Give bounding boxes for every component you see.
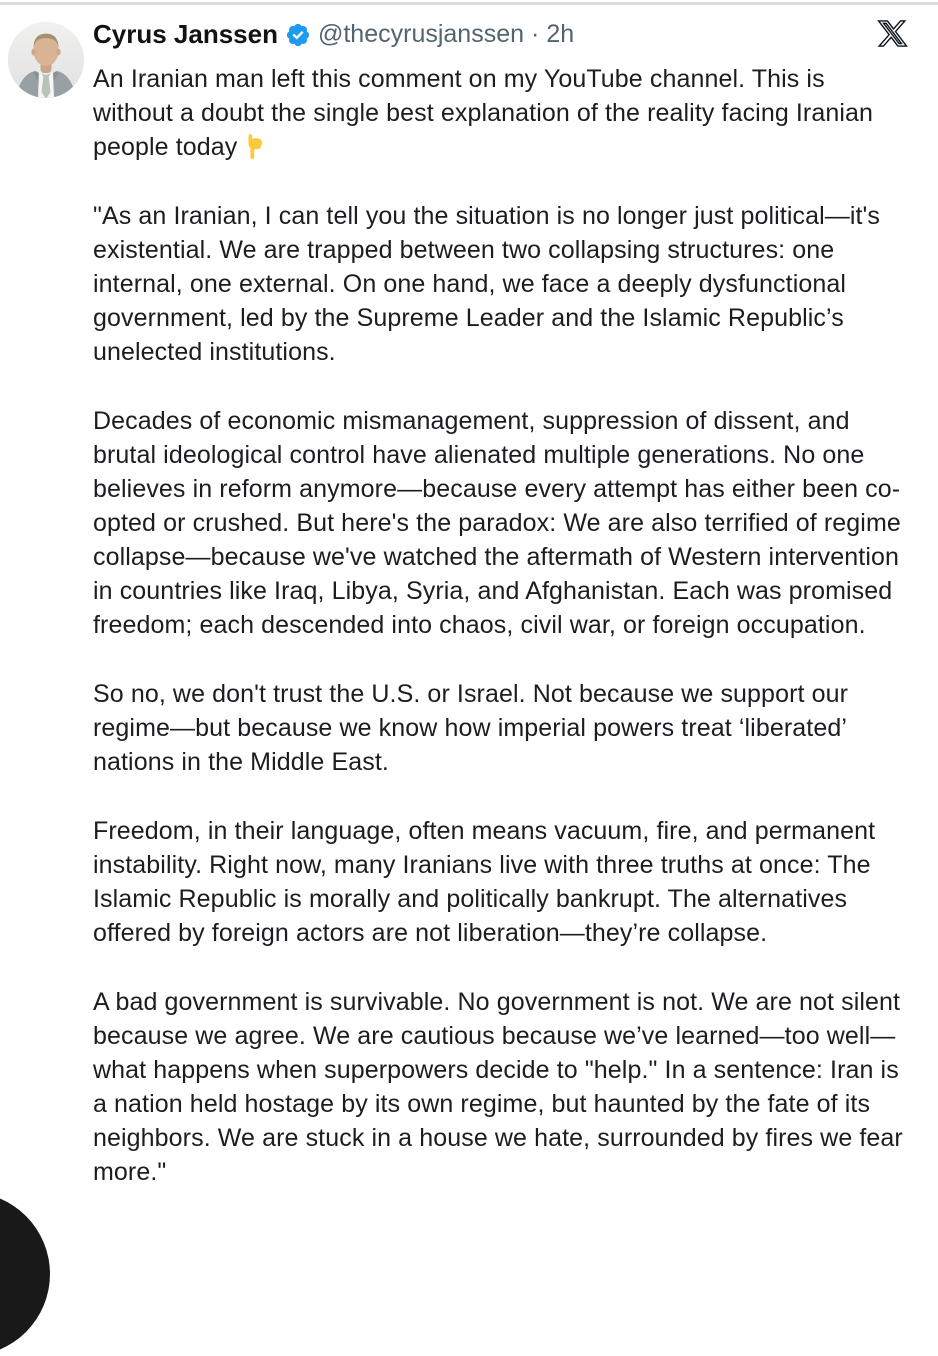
tweet-content (93, 18, 908, 1189)
pointing-down-emoji (241, 133, 268, 160)
tweet-card (0, 18, 938, 1189)
paragraph-quote-4: Freedom, in their language, often means vacuum, fire, and permanent instability. Right now, many Iranians live with three truths at once: The Islamic Republic is morally and politically bankrupt. The alternatives offered by foreign actors are not liberation—they’re collapse. (93, 817, 876, 947)
paragraph-quote-1: "As an Iranian, I can tell you the situation is no longer just political—it's existential. We are trapped between two collapsing structures: one internal, one external. On one hand, we face a deeply dysfunctional government, led by the Supreme Leader and the Islamic Republic’s unelected institutions. (93, 202, 881, 366)
paragraph-intro-text: An Iranian man left this comment on my YouTube channel. This is without a doubt the single best explanation of the reality facing Iranian people today (93, 65, 874, 161)
tweet-header (93, 18, 908, 50)
paragraph-quote-3: So no, we don't trust the U.S. or Israel. Not because we support our regime—but because we know how imperial powers treat ‘liberated’ nations in the Middle East. (93, 680, 849, 776)
top-divider (0, 2, 938, 5)
verified-badge-icon (285, 22, 311, 48)
paragraph-intro (93, 62, 908, 164)
timestamp: 2h (546, 20, 575, 48)
paragraph-quote-2: Decades of economic mismanagement, suppression of dissent, and brutal ideological control have alienated multiple generations. No one believes in reform anymore—because every attempt has either been co-opted or crushed. But here's the paradox: We are also terrified of regime collapse—because we've watched the aftermath of Western intervention in countries like Iraq, Libya, Syria, and Afghanistan. Each was promised freedom; each descended into chaos, civil war, or foreign occupation. (93, 407, 901, 639)
paragraph-quote-5: A bad government is survivable. No government is not. We are not silent because we agree. We are cautious because we’ve learned—too well—what happens when superpowers decide to "help." In a sentence: Iran is a nation held hostage by its own regime, but haunted by the fate of its neighbors. We are stuck in a house we hate, surrounded by fires we fear more." (93, 988, 903, 1186)
bottom-left-dark-shape (0, 1192, 50, 1356)
x-logo[interactable] (877, 18, 908, 49)
avatar-image (8, 22, 84, 98)
avatar[interactable] (8, 22, 84, 98)
author-handle[interactable]: @thecyrusjanssen (317, 20, 525, 48)
author-name[interactable]: Cyrus Janssen (93, 19, 278, 49)
tweet-body (93, 62, 908, 1189)
meta-separator: · (531, 20, 540, 48)
